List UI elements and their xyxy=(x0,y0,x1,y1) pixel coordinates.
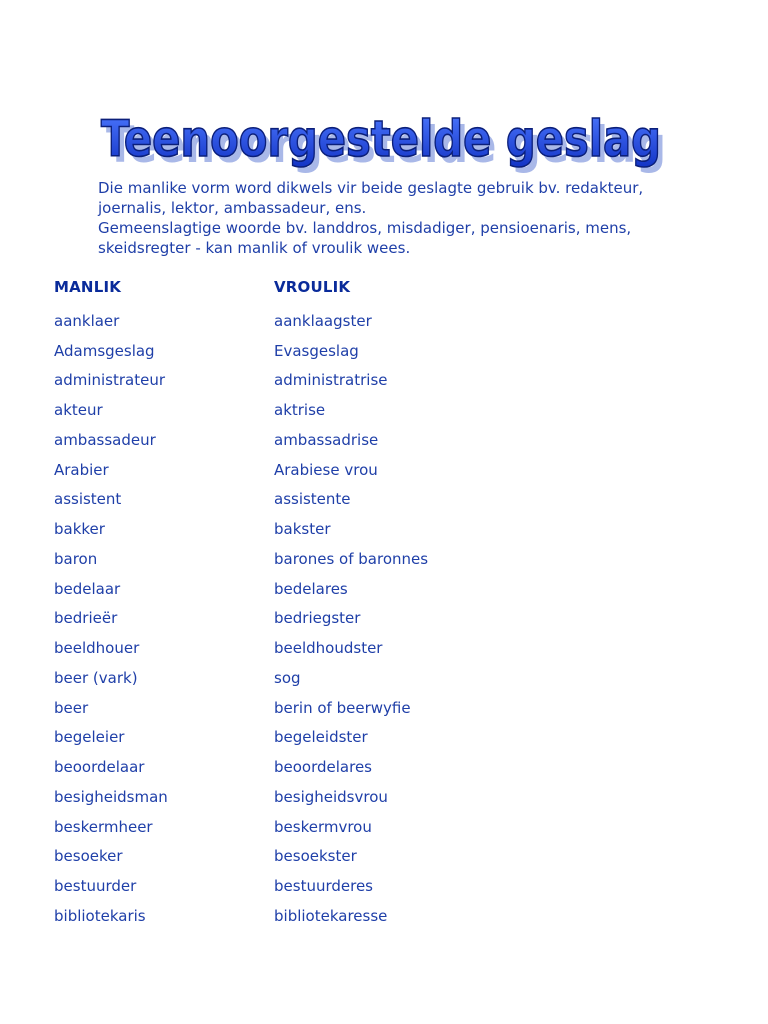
table-row xyxy=(54,633,654,663)
title-shadow: Teenoorgestelde geslag xyxy=(106,116,666,174)
table-row xyxy=(54,514,654,544)
manlik-word: baron xyxy=(54,549,98,568)
title-text: Teenoorgestelde geslag xyxy=(101,110,661,168)
table-row xyxy=(54,782,654,812)
table-row xyxy=(54,752,654,782)
column-header-manlik: MANLIK xyxy=(54,278,122,296)
table-row xyxy=(54,485,654,515)
page-title xyxy=(96,100,696,180)
manlik-word: beer (vark) xyxy=(54,668,138,687)
vroulik-word: bestuurderes xyxy=(274,877,373,896)
vroulik-word: bedelares xyxy=(274,579,348,598)
table-row xyxy=(54,574,654,604)
vroulik-word: aanklaagster xyxy=(274,311,372,330)
intro-text xyxy=(98,178,688,258)
intro-paragraph-1: Die manlike vorm word dikwels vir beide geslagte gebruik bv. redakteur, joernalis, lektor, ambassadeur, ens. xyxy=(98,179,644,217)
manlik-word: besoeker xyxy=(54,847,123,866)
vroulik-word: administratrise xyxy=(274,371,388,390)
table-row xyxy=(54,395,654,425)
table-row xyxy=(54,366,654,396)
vroulik-word: beeldhoudster xyxy=(274,639,383,658)
vroulik-word: aktrise xyxy=(274,401,326,420)
vroulik-word: sog xyxy=(274,668,301,687)
table-row xyxy=(54,812,654,842)
manlik-word: begeleier xyxy=(54,728,125,747)
title-wordart xyxy=(96,100,696,180)
vroulik-word: barones of baronnes xyxy=(274,549,429,568)
manlik-word: assistent xyxy=(54,490,122,509)
manlik-word: bakker xyxy=(54,520,105,539)
manlik-word: Adamsgeslag xyxy=(54,341,155,360)
table-row xyxy=(54,544,654,574)
vroulik-word: beskermvrou xyxy=(274,817,372,836)
table-row xyxy=(54,336,654,366)
table-row xyxy=(54,842,654,872)
table-row xyxy=(54,663,654,693)
word-table xyxy=(54,306,654,931)
intro-paragraph-2: Gemeenslagtige woorde bv. landdros, misdadiger, pensioenaris, mens, skeidsregter - kan manlik of vroulik wees. xyxy=(98,219,632,257)
manlik-word: ambassadeur xyxy=(54,430,156,449)
word-table-body xyxy=(54,306,654,931)
table-row xyxy=(54,871,654,901)
table-row xyxy=(54,455,654,485)
manlik-word: beoordelaar xyxy=(54,758,145,777)
vroulik-word: bibliotekaresse xyxy=(274,906,388,925)
manlik-word: beskermheer xyxy=(54,817,153,836)
vroulik-word: beoordelares xyxy=(274,758,372,777)
vroulik-word: besoekster xyxy=(274,847,357,866)
manlik-word: administrateur xyxy=(54,371,166,390)
manlik-word: bibliotekaris xyxy=(54,906,146,925)
table-row xyxy=(54,901,654,931)
manlik-word: bestuurder xyxy=(54,877,137,896)
vroulik-word: besigheidsvrou xyxy=(274,787,388,806)
manlik-word: bedrieër xyxy=(54,609,118,628)
vroulik-word: berin of beerwyfie xyxy=(274,698,411,717)
vroulik-word: assistente xyxy=(274,490,351,509)
manlik-word: beer xyxy=(54,698,89,717)
vroulik-word: begeleidster xyxy=(274,728,368,747)
table-row xyxy=(54,306,654,336)
manlik-word: bedelaar xyxy=(54,579,121,598)
vroulik-word: bakster xyxy=(274,520,331,539)
manlik-word: besigheidsman xyxy=(54,787,168,806)
vroulik-word: bedriegster xyxy=(274,609,361,628)
vroulik-word: ambassadrise xyxy=(274,430,379,449)
manlik-word: akteur xyxy=(54,401,103,420)
manlik-word: aanklaer xyxy=(54,311,120,330)
column-header-vroulik: VROULIK xyxy=(274,278,351,296)
table-row xyxy=(54,425,654,455)
vroulik-word: Evasgeslag xyxy=(274,341,359,360)
manlik-word: beeldhouer xyxy=(54,639,140,658)
table-row xyxy=(54,723,654,753)
table-row xyxy=(54,693,654,723)
table-row xyxy=(54,604,654,634)
manlik-word: Arabier xyxy=(54,460,109,479)
vroulik-word: Arabiese vrou xyxy=(274,460,378,479)
